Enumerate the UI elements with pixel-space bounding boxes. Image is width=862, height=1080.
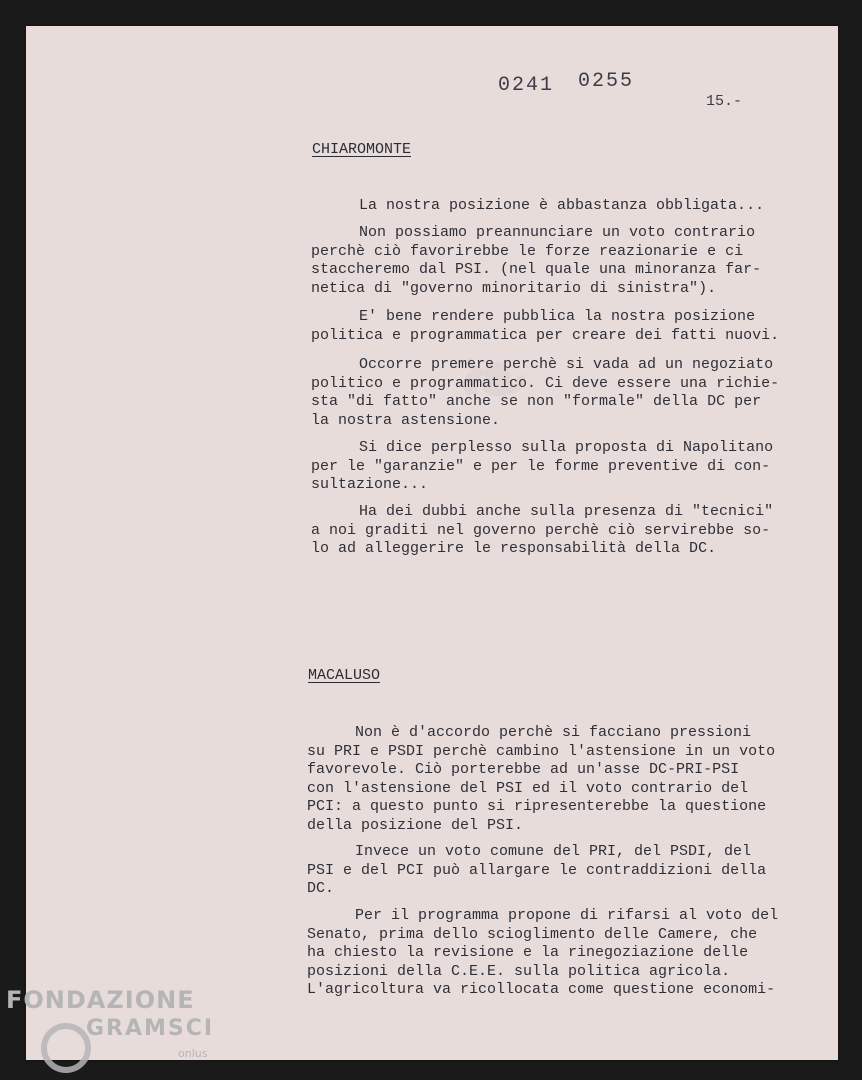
text-line: DC.	[307, 880, 335, 897]
paragraph	[307, 724, 775, 835]
text-line: Non è d'accordo perchè si facciano pressioni	[355, 724, 752, 741]
text-line: L'agricoltura va ricollocata come questione economi-	[307, 981, 776, 998]
paragraph	[311, 439, 773, 495]
watermark-line-1: FONDAZIONE	[6, 986, 195, 1014]
text-line: Ha dei dubbi anche sulla presenza di "tecnici"	[359, 503, 774, 520]
text-line: sultazione...	[311, 476, 429, 493]
text-line: Invece un voto comune del PRI, del PSDI, del	[355, 843, 752, 860]
document-page	[26, 26, 838, 1060]
text-line: PCI: a questo punto si ripresenterebbe la questione	[307, 798, 767, 815]
text-line: ha chiesto la revisione e la rinegoziazione delle	[307, 944, 749, 961]
text-line: Occorre premere perchè si vada ad un negoziato	[359, 356, 774, 373]
text-line: Senato, prima dello scioglimento delle Camere, che	[307, 925, 758, 943]
watermark-line-3: onlus	[178, 1047, 208, 1060]
watermark-line-2: GRAMSCI	[86, 1016, 215, 1041]
text-line: La nostra posizione è abbastanza obbligata...	[359, 197, 765, 214]
background-ghost-print: ❧	[456, 326, 532, 432]
text-line: Per il programma propone di rifarsi al voto del	[355, 907, 779, 924]
text-line: Non possiamo preannunciare un voto contrario	[359, 224, 756, 241]
text-line: sta "di fatto" anche se non "formale" della DC per	[311, 393, 762, 410]
paragraph	[311, 503, 773, 559]
text-line: la nostra astensione.	[311, 411, 501, 429]
paragraph	[307, 907, 778, 1000]
section-heading-chiaromonte: CHIAROMONTE	[312, 141, 412, 158]
text-line: politica e programmatica per creare dei fatti nuovi.	[311, 326, 780, 344]
text-line: su PRI e PSDI perchè cambino l'astensione in un voto	[307, 742, 776, 760]
text-line: politico e programmatico. Ci deve essere una richie-	[311, 374, 780, 392]
text-line: a noi graditi nel governo perchè ciò servirebbe so-	[311, 521, 771, 539]
text-line: posizioni della C.E.E. sulla politica agricola.	[307, 962, 731, 980]
text-line: con l'astensione del PSI ed il voto contrario del	[307, 779, 749, 797]
text-line: favorevole. Ciò porterebbe ad un'asse DC-PRI-PSI	[307, 761, 740, 778]
text-line: per le "garanzie" e per le forme preventive di con-	[311, 457, 771, 475]
text-line: PSI e del PCI può allargare le contraddizioni della	[307, 861, 767, 879]
text-line: della posizione del PSI.	[307, 816, 524, 834]
paragraph	[311, 224, 761, 298]
paragraph	[311, 308, 779, 345]
page-number: 15.-	[706, 93, 743, 110]
text-line: perchè ciò favorirebbe le forze reazionarie e ci	[311, 242, 744, 260]
archive-number-second: 0255	[578, 70, 635, 93]
section-heading-macaluso: MACALUSO	[308, 667, 381, 684]
text-line: netica di "governo minoritario di sinistra").	[311, 279, 717, 297]
paragraph	[311, 356, 779, 430]
paragraph	[307, 843, 766, 899]
text-line: Si dice perplesso sulla proposta di Napolitano	[359, 439, 774, 456]
archive-number-first: 0241	[498, 74, 555, 97]
paragraph	[311, 197, 764, 216]
text-line: E' bene rendere pubblica la nostra posizione	[359, 308, 756, 325]
text-line: lo ad alleggerire le responsabilità della DC.	[311, 540, 717, 557]
text-line: staccheremo dal PSI. (nel quale una minoranza far-	[311, 261, 762, 278]
